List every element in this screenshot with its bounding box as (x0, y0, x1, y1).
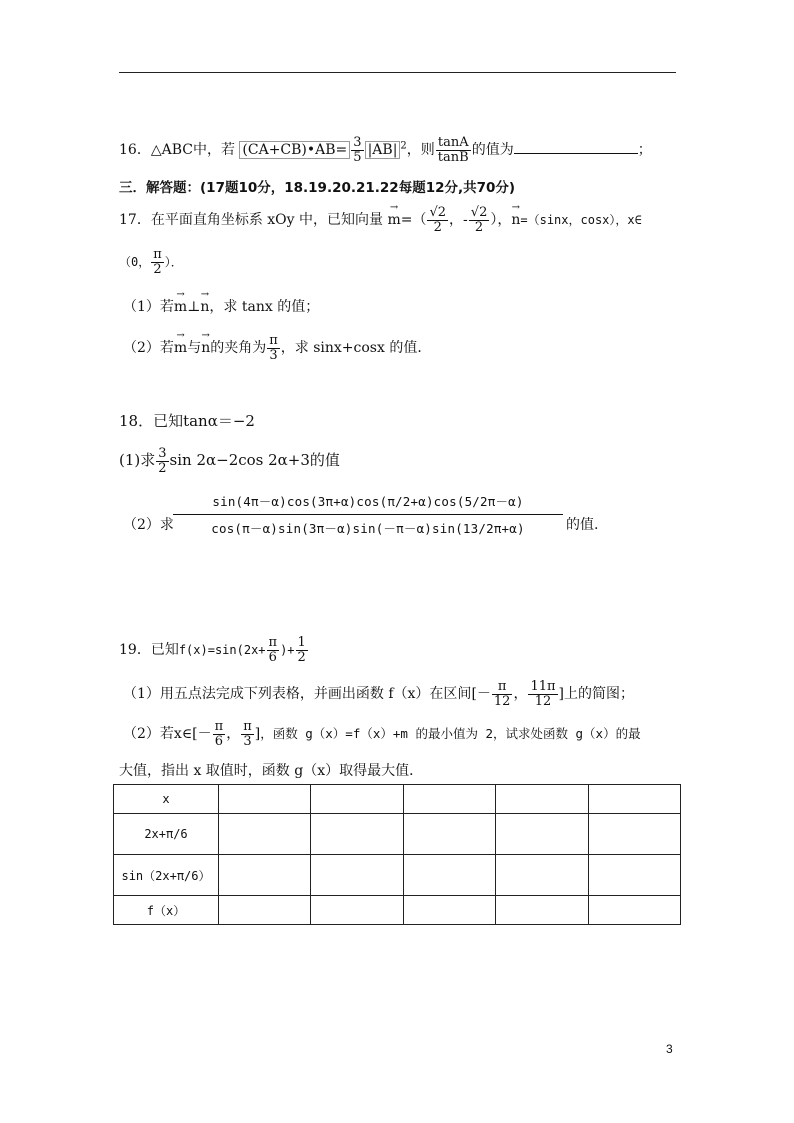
q19-part1-text: （1）用五点法完成下列表格，并画出函数 f（x）在区间 (123, 686, 472, 703)
perp-symbol: ⊥ (187, 299, 201, 315)
q18-big-fraction (173, 492, 563, 537)
q17-sqrt2-over-2-b: $\frac{√2}{2}$ (470, 205, 488, 235)
question-19-part2 (123, 720, 641, 748)
q17-angle: 的夹角为 (210, 340, 267, 357)
q19-fx: f(x)=sin(2x+ (178, 643, 266, 658)
q16-coef-fraction: $\frac{3}{5}$ (353, 135, 362, 165)
table-cell (219, 896, 311, 925)
q17-pi-over-2: $\frac{\pi}{2}$ (153, 247, 162, 277)
q16-answer-blank (514, 141, 638, 154)
question-18-line1: 18．已知tanα＝−2 (119, 412, 255, 430)
table-cell (496, 814, 588, 855)
q17-sqrt2-over-2: $\frac{√2}{2}$ (429, 205, 447, 235)
five-point-table (113, 784, 681, 925)
table-row (114, 785, 681, 814)
table-cell (311, 855, 403, 896)
q17-interval-open: （0， (119, 255, 151, 270)
q19-pi-over-12: $\frac{\pi}{12}$ (493, 679, 511, 709)
table-cell (311, 896, 403, 925)
q18-p1-prefix: (1)求 (119, 451, 156, 470)
table-cell (588, 855, 680, 896)
section-heading: 三．解答题：(17题10分，18.19.20.21.22每题12分,共70分) (119, 180, 516, 196)
q16-ratio-fraction: $\frac{\tan A}{\tan B}$ (437, 135, 469, 165)
table-row (114, 896, 681, 925)
q16-abs-value: |AB| (365, 141, 401, 159)
q17-part2-prefix: （2）若 (123, 340, 174, 357)
q19-p2-bracket: ] (254, 726, 261, 743)
q17-with: 与 (187, 340, 202, 357)
q19-int-mid: ， (513, 686, 528, 703)
table-cell (496, 896, 588, 925)
question-17-part1 (123, 296, 319, 316)
question-17-line2 (119, 248, 183, 276)
question-17-part2 (123, 334, 431, 362)
table-cell (311, 785, 403, 814)
vector-n-p2: → n (201, 340, 210, 356)
table-cell (588, 814, 680, 855)
vector-n-p1: → n (200, 299, 209, 315)
q19-pi-over-6: $\frac{\pi}{6}$ (268, 635, 278, 665)
q19-int-left: [－ (471, 686, 491, 703)
question-17-line1 (119, 206, 642, 234)
vector-n: → n (511, 212, 520, 228)
q19-11pi-over-12: $\frac{11\pi}{12}$ (530, 679, 556, 709)
q17-part1-prefix: （1）若 (123, 299, 174, 315)
q17-number: 17． (119, 212, 151, 229)
table-cell (311, 814, 403, 855)
q16-vector-expression: (CA+CB)•AB= (239, 141, 350, 159)
q19-int-right: ] (558, 686, 565, 703)
vector-m: → m (387, 212, 400, 228)
q19-p2-pi-over-6: $\frac{\pi}{6}$ (214, 719, 224, 749)
q19-p2-pi-over-3: $\frac{\pi}{3}$ (243, 719, 252, 749)
q17-part2-tail: ，求 sinx+cosx 的值． (280, 340, 432, 357)
header-rule (119, 72, 676, 73)
question-18-part1 (119, 447, 340, 475)
q16-then: ，则 (406, 142, 435, 159)
table-cell (496, 855, 588, 896)
q16-number: 16． (119, 142, 151, 159)
q18-p2-tail: 的值. (566, 517, 599, 533)
table-cell (219, 855, 311, 896)
q19-one-half: $\frac{1}{2}$ (297, 635, 306, 665)
q17-intro: 在平面直角坐标系 xOy 中，已知向量 (150, 212, 384, 229)
q19-part2-mid: ，函数 g（x）=f（x）+m 的最小值为 2，试求处函数 g（x）的最 (260, 726, 641, 742)
q19-prefix: 19．已知 (119, 642, 179, 659)
table-cell (496, 785, 588, 814)
q18-p2-prefix: （2）求 (123, 517, 174, 533)
question-19-part2-line2: 大值，指出 x 取值时，函数 g（x）取得最大值． (119, 763, 424, 779)
q17-part1-tail: ，求 tanx 的值； (209, 299, 320, 315)
q18-denominator: cos(π－α)sin(3π－α)sin(－π－α)sin(13/2π+α) (211, 521, 525, 536)
vector-m-p1: → m (174, 299, 187, 315)
q18-numerator: sin(4π－α)cos(3π+α)cos(π/2+α)cos(5/2π－α) (173, 492, 563, 515)
table-cell (403, 855, 495, 896)
q19-part2-prefix: （2）若 (123, 726, 174, 743)
q16-triangle: △ABC中，若 (150, 142, 235, 159)
table-cell (588, 785, 680, 814)
row-label-x: x (114, 785, 219, 814)
q17-pi-over-3: $\frac{\pi}{3}$ (269, 333, 278, 363)
q16-end: ； (637, 142, 652, 159)
q16-power: 2 (400, 140, 407, 152)
q17-comma-neg: ，- (449, 212, 468, 229)
table-cell (403, 785, 495, 814)
row-label-sin: sin（2x+π/6） (114, 855, 219, 896)
q17-interval-close: ）． (164, 255, 183, 270)
q19-part2-x: x∈[－ (173, 726, 212, 743)
q17-close: ）， (490, 212, 512, 229)
table-row (114, 855, 681, 896)
q19-p2-comma: ， (226, 726, 241, 743)
row-label-2x-plus-pi6: 2x+π/6 (114, 814, 219, 855)
question-16 (119, 136, 652, 164)
q19-part1-tail: 上的简图； (564, 686, 635, 703)
table-row (114, 814, 681, 855)
q17-n-def: =（sinx，cosx），x∈ (520, 213, 642, 228)
vector-m-p2: → m (174, 340, 187, 356)
q17-eq: =（ (400, 212, 427, 229)
q16-value-of: 的值为 (471, 142, 514, 159)
q19-plus: )+ (280, 643, 295, 658)
table-cell (403, 896, 495, 925)
table-cell (588, 896, 680, 925)
question-19-line1 (119, 636, 309, 664)
table-cell (403, 814, 495, 855)
q18-three-halves: $\frac{3}{2}$ (158, 446, 167, 476)
table-cell (219, 814, 311, 855)
page-number: 3 (666, 1042, 673, 1056)
table-cell (219, 785, 311, 814)
question-19-part1 (123, 680, 634, 708)
q18-p1-tail: sin 2α−2cos 2α+3的值 (169, 451, 340, 470)
row-label-fx: f（x） (114, 896, 219, 925)
